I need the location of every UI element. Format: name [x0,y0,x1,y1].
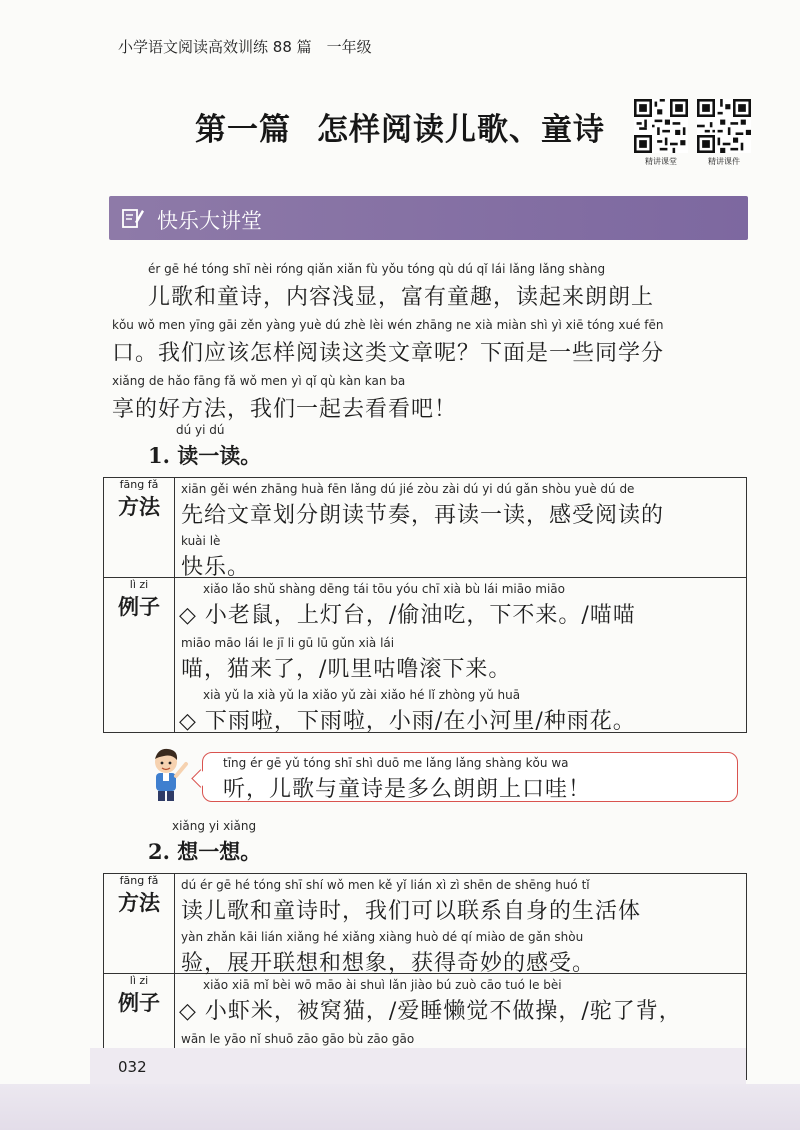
step2-heading: 2. 想一想。 [148,839,262,864]
method-line: 验，展开联想和想象，获得奇妙的感受。 [181,951,596,976]
qr-code-icon [697,99,751,153]
bubble-pinyin: tīng ér gē yǔ tóng shī shì duō me lǎng lǎng shàng kǒu wa [223,756,569,770]
step2-pinyin: xiǎng yi xiǎng [172,819,257,833]
example-line: ◇ 下雨啦，下雨啦，小雨/在小河里/种雨花。 [179,709,636,734]
method-label-cell [104,874,175,974]
example-pinyin: xià yǔ la xià yǔ la xiǎo yǔ zài xiǎo hé lǐ zhòng yǔ huā [203,688,521,702]
qr-code-lecture[interactable] [634,99,688,167]
reading-method-table [103,477,747,733]
qr-label: 精讲课堂 [645,157,677,166]
method-label: 方法 [118,890,160,915]
method-pinyin: dú ér gē hé tóng shī shí wǒ men kě yǐ lián xì zì shēn de shēng huó tǐ [181,878,590,892]
qr-label: 精讲课件 [708,157,740,166]
method-label-pinyin: fāng fǎ [119,874,159,887]
qr-code-icon [634,99,688,153]
student-avatar-icon [146,746,192,802]
step1-pinyin: dú yi dú [176,423,225,437]
bubble-text: 听，儿歌与童诗是多么朗朗上口哇！ [223,777,592,802]
example-label: 例子 [118,594,160,619]
example-line: ◇ 小老鼠，上灯台，/偷油吃，下不来。/喵喵 [179,603,636,628]
method-content-cell [175,874,747,974]
intro-pinyin: ér gē hé tóng shī nèi róng qiǎn xiǎn fù yǒu tóng qù dú qǐ lái lǎng lǎng shàng [148,262,606,276]
qr-code-courseware[interactable] [697,99,751,167]
method-label: 方法 [118,494,160,519]
intro-line: 口。我们应该怎样阅读这类文章呢？下面是一些同学分 [112,341,665,366]
speech-bubble [202,752,738,802]
method-content-cell [175,478,747,578]
example-pinyin: xiǎo lǎo shǔ shàng dēng tái tōu yóu chī xià bù lái miāo miāo [203,582,565,596]
method-label-pinyin: fāng fǎ [119,478,159,491]
method-pinyin: kuài lè [181,534,221,548]
method-line: 快乐。 [181,555,251,580]
intro-line: 儿歌和童诗，内容浅显，富有童趣，读起来朗朗上 [148,285,655,310]
intro-line: 享的好方法，我们一起去看看吧！ [112,397,458,422]
example-label-pinyin: lì zi [129,578,149,591]
section-banner [109,196,748,240]
method-line: 读儿歌和童诗时，我们可以联系自身的生活体 [181,899,642,924]
step1-heading: 1. 读一读。 [148,443,262,468]
example-pinyin: wān le yāo nǐ shuō zāo gāo bù zāo gāo [181,1032,415,1046]
example-label-cell [104,578,175,733]
method-label-cell [104,478,175,578]
page-number: 032 [118,1058,147,1076]
footer-strip [90,1048,746,1084]
chapter-part: 第一篇 [195,112,291,148]
tip-callout [146,750,746,804]
example-pinyin: xiǎo xiā mǐ bèi wō māo ài shuì lǎn jiào bú zuò cāo tuó le bèi [203,978,562,992]
book-header: 小学语文阅读高效训练 88 篇 一年级 [118,38,372,56]
method-pinyin: yàn zhǎn kāi lián xiǎng hé xiǎng xiàng huò dé qí miào de gǎn shòu [181,930,584,944]
chapter-name: 怎样阅读儿歌、童诗 [317,112,605,148]
example-label: 例子 [118,990,160,1015]
example-label-pinyin: lì zi [129,974,149,987]
example-pinyin: miāo māo lái le jī li gū lū gǔn xià lái [181,636,395,650]
example-content-cell [175,578,747,733]
method-pinyin: xiān gěi wén zhāng huà fēn lǎng dú jié zòu zài dú yi dú gǎn shòu yuè dú de [181,482,635,496]
section-banner-title: 快乐大讲堂 [157,209,262,233]
intro-pinyin: kǒu wǒ men yīng gāi zěn yàng yuè dú zhè lèi wén zhāng ne xià miàn shì yì xiē tóng xué fēn [112,318,664,332]
pencil-note-icon [121,206,145,230]
example-line: 喵，猫来了，/叽里咕噜滚下来。 [181,657,512,682]
method-line: 先给文章划分朗读节奏，再读一读，感受阅读的 [181,503,665,528]
intro-pinyin: xiǎng de hǎo fāng fǎ wǒ men yì qǐ qù kàn kan ba [112,374,406,388]
example-line: ◇ 小虾米，被窝猫，/爱睡懒觉不做操，/驼了背， [179,999,682,1024]
footer-band [0,1084,800,1130]
